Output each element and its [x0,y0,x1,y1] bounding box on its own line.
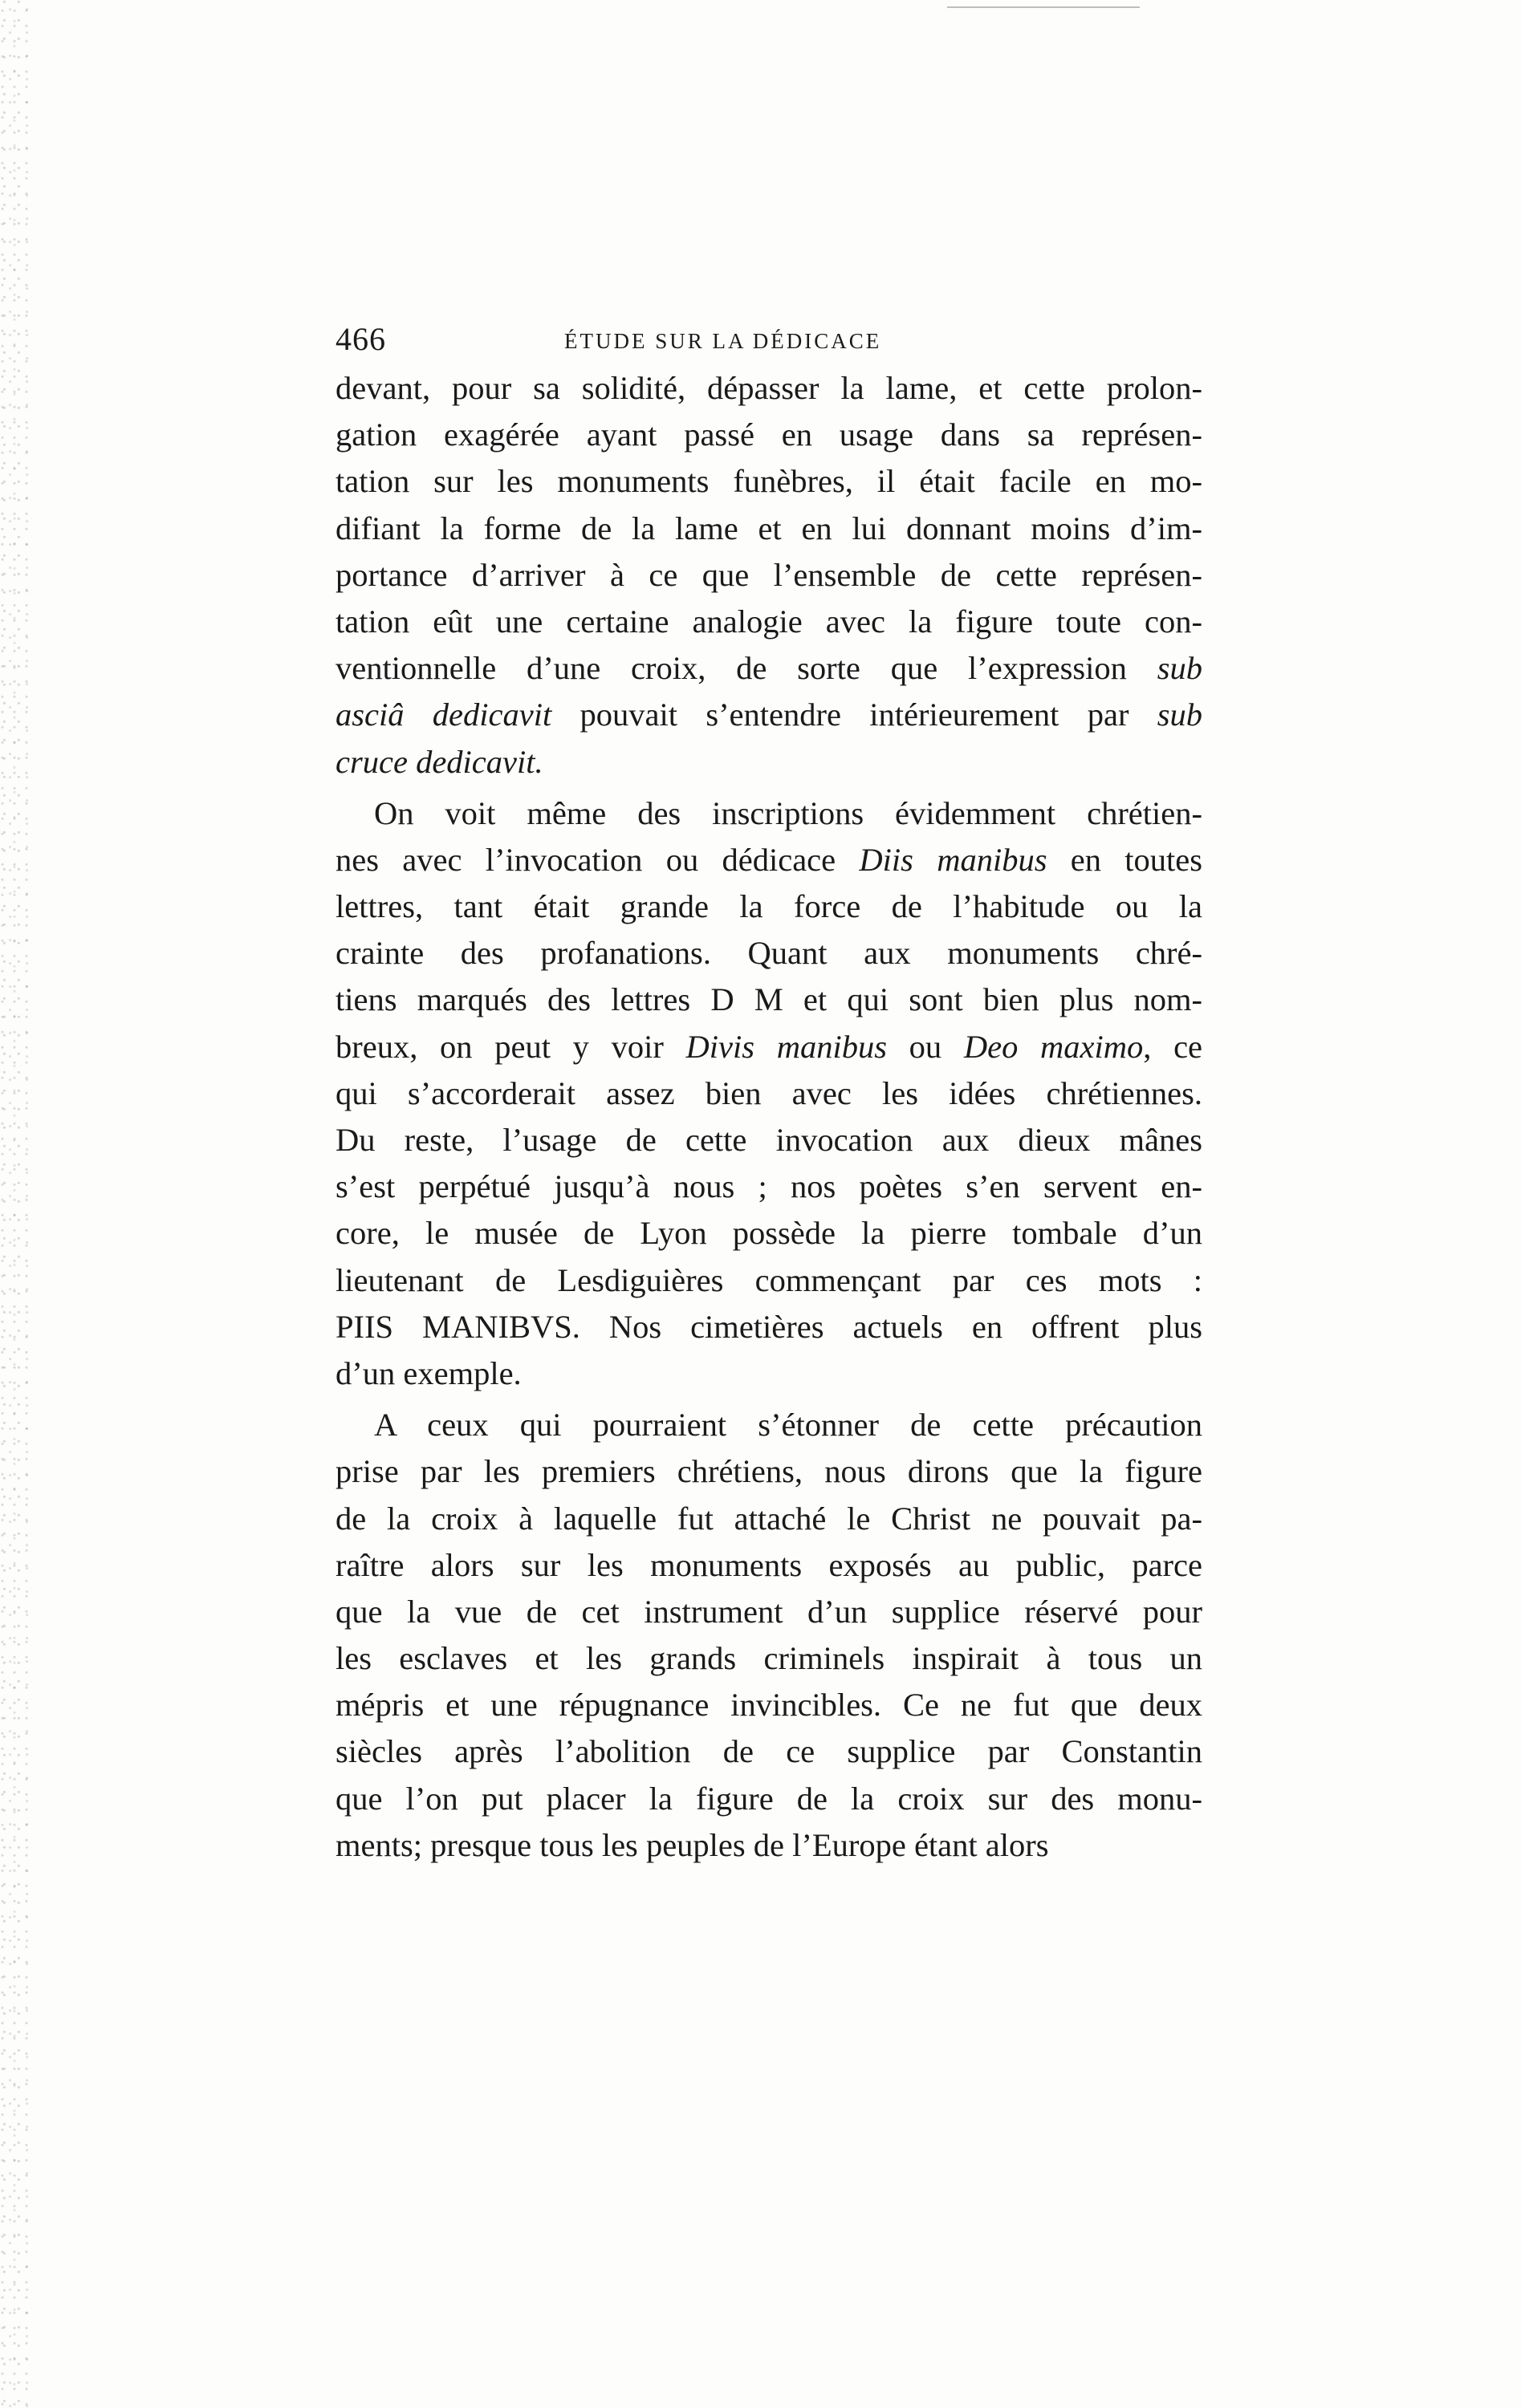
text-line [336,458,1202,505]
text-line [336,412,1202,458]
text-span: gation exagérée ayant passé en usage dans sa représen- [336,416,1202,453]
text-line [336,1070,1202,1117]
text-span: PIIS MANIBVS. Nos cimetières actuels en offrent plus [336,1308,1202,1345]
paragraph-2 [336,790,1202,1397]
text-span: mépris et une répugnance invincibles. Ce ne fut que deux [336,1687,1202,1724]
running-head [336,319,1202,359]
text-span: ments; presque tous les peuples de l’Europe étant alors [336,1826,1049,1863]
scan-top-mark [947,6,1140,8]
text-span: prise par les premiers chrétiens, nous dirons que la figure [336,1453,1202,1490]
text-line [336,1542,1202,1589]
text-span: core, le musée de Lyon possède la pierre tombale d’un [336,1215,1202,1252]
text-line [336,930,1202,977]
text-line [336,1682,1202,1728]
text-line [336,883,1202,930]
text-span: les esclaves et les grands criminels inspirait à tous un [336,1640,1202,1677]
text-span: tation eût une certaine analogie avec la figure toute con- [336,603,1202,640]
text-line [336,1024,1202,1070]
text-line [336,645,1202,692]
running-title: ÉTUDE SUR LA DÉDICACE [564,329,882,353]
text-line [336,837,1202,883]
text-span: A ceux qui pourraient s’étonner de cette précaution [374,1407,1202,1444]
italic-text: cruce dedicavit. [336,743,543,780]
paragraph-1 [336,365,1202,786]
text-line [336,977,1202,1023]
text-line [336,1728,1202,1775]
text-span: d’un exemple. [336,1354,522,1391]
italic-text: sub [1157,650,1202,687]
text-span: s’est perpétué jusqu’à nous ; nos poètes s’en servent en- [336,1168,1202,1205]
text-span: siècles après l’abolition de ce supplice par Constantin [336,1733,1202,1770]
text-span: lieutenant de Lesdiguières commençant par ces mots : [336,1261,1202,1298]
text-line [336,552,1202,599]
text-span: breux, on peut y voir [336,1028,686,1065]
text-span: que la vue de cet instrument d’un supplice réservé pour [336,1593,1202,1630]
italic-text: Diis manibus [859,841,1047,878]
text-span: qui s’accorderait assez bien avec les idées chrétiennes. [336,1074,1202,1111]
text-line [336,1210,1202,1257]
text-span: Du reste, l’usage de cette invocation aux dieux mânes [336,1122,1202,1158]
text-span: difiant la forme de la lame et en lui donnant moins d’im- [336,510,1202,546]
text-span: que l’on put placer la figure de la croix sur des monu- [336,1780,1202,1817]
text-line [336,599,1202,645]
text-line [336,1635,1202,1682]
text-line [336,1350,1202,1397]
body-text [336,365,1202,1869]
page-number: 466 [336,321,386,357]
text-span: lettres, tant était grande la force de l’habitude ou la [336,888,1202,925]
text-span: raître alors sur les monuments exposés au public, parce [336,1546,1202,1583]
text-line [336,1257,1202,1304]
text-span: ventionnelle d’une croix, de sorte que l’expression [336,650,1157,687]
italic-text: Deo maximo [963,1028,1144,1065]
text-span: de la croix à laquelle fut attaché le Christ ne pouvait pa- [336,1500,1202,1537]
text-span: ou [886,1028,964,1065]
text-line [336,1589,1202,1635]
text-span: On voit même des inscriptions évidemment chrétien- [374,794,1202,831]
text-span: crainte des profanations. Quant aux monuments chré- [336,935,1202,972]
italic-text: asciâ dedicavit [336,696,552,733]
text-span: , ce [1143,1028,1203,1065]
italic-text: sub [1157,696,1202,733]
text-line [336,692,1202,738]
text-line [336,1304,1202,1350]
text-line [336,506,1202,552]
scan-edge-noise [0,0,32,2408]
text-span: pouvait s’entendre intérieurement par [551,696,1157,733]
text-span: en toutes [1047,841,1202,878]
paragraph-3 [336,1402,1202,1869]
text-span: nes avec l’invocation ou dédicace [336,841,860,878]
text-span: portance d’arriver à ce que l’ensemble de cette représen- [336,556,1202,593]
text-line [336,365,1202,412]
text-line [336,1496,1202,1542]
text-line [336,1117,1202,1163]
text-span: tiens marqués des lettres D M et qui sont bien plus nom- [336,981,1202,1018]
italic-text: Divis manibus [685,1028,887,1065]
text-line [336,739,1202,786]
text-line [336,790,1202,837]
text-span: tation sur les monuments funèbres, il était facile en mo- [336,463,1202,500]
text-line [336,1448,1202,1495]
text-span: devant, pour sa solidité, dépasser la lame, et cette prolon- [336,370,1202,406]
text-line [336,1822,1202,1869]
text-line [336,1402,1202,1448]
text-line [336,1163,1202,1210]
text-line [336,1776,1202,1822]
